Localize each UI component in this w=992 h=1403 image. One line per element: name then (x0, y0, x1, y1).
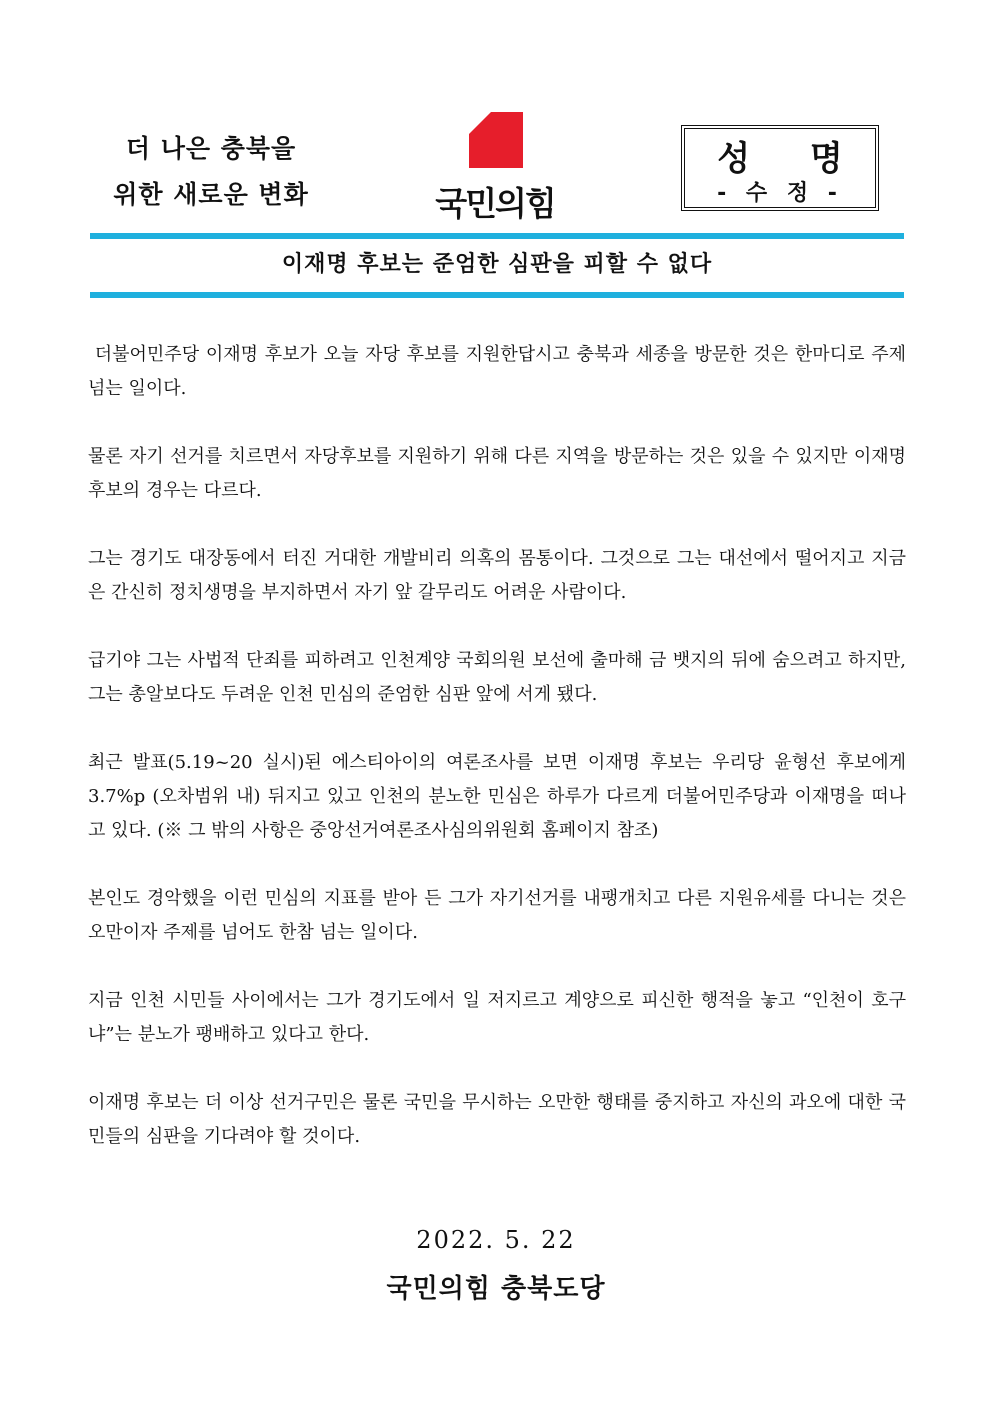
paragraph-7: 지금 인천 시민들 사이에서는 그가 경기도에서 일 저지르고 계양으로 피신한 행적을 놓고 “인천이 호구냐”는 분노가 팽배하고 있다고 한다. (88, 990, 906, 1045)
party-logo-text: 국민의힘 (435, 184, 555, 223)
paragraph-4: 급기야 그는 사법적 단죄를 피하려고 인천계양 국회의원 보선에 출마해 금 뱃지의 뒤에 숨으려고 하지만, 그는 총알보다도 두려운 인천 민심의 준엄한 심판 앞에 서게 됐다. (88, 650, 906, 705)
statement-date: 2022. 5. 22 (416, 1226, 576, 1254)
party-logo-mark-icon (469, 112, 523, 168)
headline: 이재명 후보는 준엄한 심판을 피할 수 없다 (281, 251, 713, 277)
statement-subtitle: - 수 정 - (717, 181, 843, 206)
paragraph-6: 본인도 경악했을 이런 민심의 지표를 받아 든 그가 자기선거를 내팽개치고 다른 지원유세를 다니는 것은 오만이자 주제를 넘어도 한참 넘는 일이다. (88, 888, 906, 943)
slogan-line-2: 위한 새로운 변화 (113, 180, 309, 209)
signer: 국민의힘 충북도당 (386, 1274, 606, 1304)
slogan-line-1: 더 나은 충북을 (125, 134, 297, 163)
party-logo (425, 112, 565, 223)
bottom-rule (90, 292, 904, 298)
statement-body (88, 338, 912, 1188)
slogan (96, 126, 326, 218)
paragraph-8: 이재명 후보는 더 이상 선거구민은 물론 국민을 무시하는 오만한 행태를 중지하고 자신의 과오에 대한 국민들의 심판을 기다려야 할 것이다. (88, 1092, 906, 1147)
statement-box (681, 125, 879, 211)
paragraph-1: 더불어민주당 이재명 후보가 오늘 자당 후보를 지원한답시고 충북과 세종을 방문한 것은 한마디로 주제 넘는 일이다. (88, 344, 912, 399)
paragraph-2: 물론 자기 선거를 치르면서 자당후보를 지원하기 위해 다른 지역을 방문하는 것은 있을 수 있지만 이재명 후보의 경우는 다르다. (88, 446, 906, 501)
statement-title: 성 명 (717, 139, 867, 179)
paragraph-3: 그는 경기도 대장동에서 터진 거대한 개발비리 의혹의 몸통이다. 그것으로 그는 대선에서 떨어지고 지금은 간신히 정치생명을 부지하면서 자기 앞 갈무리도 어려운 사람이다. (88, 548, 906, 603)
top-rule (90, 233, 904, 239)
paragraph-5: 최근 발표(5.19~20 실시)된 에스티아이의 여론조사를 보면 이재명 후보는 우리당 윤형선 후보에게 3.7%p (오차범위 내) 뒤지고 있고 인천의 분노한 민심은 하루가 다르게 더불어민주당과 이재명을 떠나고 있다. (※ 그 밖의 사항은 중앙선거여론조사심의위원회 홈페이지 참조) (88, 752, 906, 841)
